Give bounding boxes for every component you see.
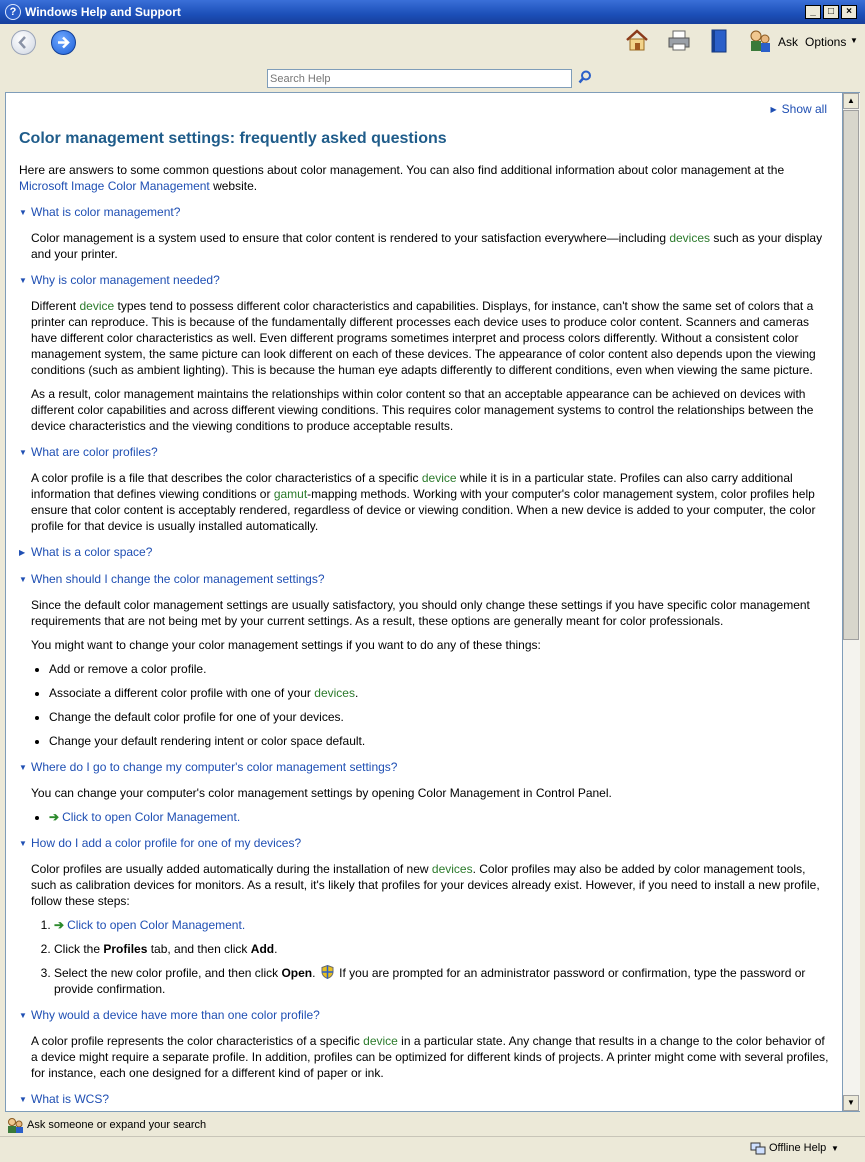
vertical-scrollbar[interactable]: [843, 92, 860, 1112]
browse-help-icon[interactable]: [708, 28, 730, 54]
glossary-term[interactable]: device: [79, 299, 115, 313]
section-when-change-settings[interactable]: ▼ When should I change the color management settings?: [19, 572, 325, 586]
steps-list: [31, 917, 830, 997]
help-content: [5, 92, 843, 1112]
scroll-down-button[interactable]: ▼: [843, 1095, 859, 1111]
list-item: [49, 809, 830, 825]
list-item: [54, 917, 830, 933]
glossary-term[interactable]: device: [363, 1034, 398, 1048]
glossary-term[interactable]: devices: [431, 862, 473, 876]
section-paragraph: Color management is a system used to ensure that color content is rendered to your satisfaction everywhere—including devices such as your display and your printer.: [31, 231, 823, 261]
scroll-up-button[interactable]: ▲: [843, 93, 859, 109]
toolbar: [0, 24, 865, 92]
expand-triangle-icon: ▼: [19, 1095, 27, 1104]
section-paragraph: Since the default color management settings are usually satisfactory, you should only change these settings if you have specific color management requirements that are not being met by your current settings. As a result, these options are generally meant for color professionals.: [31, 598, 810, 628]
glossary-term[interactable]: device: [421, 471, 457, 485]
arrow-right-icon: ➔: [49, 810, 60, 824]
section-paragraph: A color profile is a file that describes the color characteristics of a specific device while it is in a particular state. Profiles can also carry additional information that defines viewing conditions or gamut-mapping methods. Working with your computer's color management system, color profiles help ensure that color content is acceptably rendered, regardless of device or viewing condition. When a new device is added to your computer, the color profile for that device is usually installed automatically.: [31, 471, 816, 533]
glossary-term[interactable]: gamut: [273, 487, 308, 501]
bullet-list: [31, 661, 830, 749]
section-paragraph: Different device types tend to possess different color characteristics and capabilities. Displays, for instance, can't show the same set of colors that a printer can reproduce. This is because of the fundamentally different processes each device uses to produce color content. Scanners and cameras have different color characteristics as well. Even different programs sometimes interpret and process colors differently. Without a consistent color management system, the same picture can look different on each of these devices. The appearance of color content also depends upon the viewing conditions (such as ambient lighting). This is because the human eye adapts differently to different conditions, even when viewing the same picture.: [31, 299, 816, 377]
search-input[interactable]: [267, 69, 572, 88]
expand-triangle-icon: ▼: [19, 839, 27, 848]
list-item: • Add or remove a color profile.: [49, 661, 830, 677]
section-paragraph: You can change your computer's color management settings by opening Color Management in Control Panel.: [31, 786, 612, 800]
window-title: Windows Help and Support: [25, 5, 181, 19]
list-item: 2. Click the Profiles tab, and then click Add.: [54, 941, 830, 957]
expand-triangle-icon: ▼: [19, 276, 27, 285]
section-multiple-profiles[interactable]: ▼ Why would a device have more than one color profile?: [19, 1008, 320, 1022]
forward-button[interactable]: [51, 30, 76, 55]
list-item: • Change the default color profile for one of your devices.: [49, 709, 830, 725]
collapse-triangle-icon: ▶: [19, 548, 26, 557]
expand-triangle-icon: ▼: [19, 575, 27, 584]
offline-help-button[interactable]: Offline Help: [769, 1142, 827, 1154]
ask-button[interactable]: Ask: [778, 35, 799, 49]
offline-help-icon: [750, 1142, 766, 1156]
close-button[interactable]: ×: [841, 5, 857, 19]
section-paragraph: You might want to change your color management settings if you want to do any of these things:: [31, 638, 541, 652]
expand-triangle-icon: ▼: [19, 448, 27, 457]
window-controls: [805, 5, 857, 19]
ask-icon[interactable]: [6, 1117, 24, 1133]
list-item: 3. Select the new color profile, and then click Open. If you are prompted for an administrator password or confirmation, type the password or provide confirmation.: [54, 965, 830, 997]
section-color-space[interactable]: ▶ What is a color space?: [19, 545, 153, 559]
list-item: • Change your default rendering intent or color space default.: [49, 733, 830, 749]
section-why-needed[interactable]: ▼ Why is color management needed?: [19, 273, 220, 287]
section-color-profiles[interactable]: ▼ What are color profiles?: [19, 445, 158, 459]
home-icon[interactable]: [624, 28, 650, 52]
shield-icon: [321, 965, 334, 979]
search-icon[interactable]: [578, 70, 592, 84]
expand-triangle-icon: ▼: [19, 763, 27, 772]
scroll-thumb[interactable]: [843, 110, 859, 640]
glossary-term[interactable]: devices: [669, 231, 711, 245]
title-bar: [0, 0, 865, 24]
intro-paragraph: Here are answers to some common questions about color management. You can also find additional information about color management at the Microsoft Image Color Management website.: [19, 163, 785, 193]
help-icon: ?: [5, 4, 21, 20]
ask-bar: [0, 1114, 865, 1136]
status-bar: [0, 1136, 865, 1162]
bullet-list: [31, 809, 830, 825]
chevron-down-icon[interactable]: ▼: [831, 1144, 839, 1153]
forward-arrow-icon: [56, 35, 71, 50]
chevron-down-icon[interactable]: ▼: [850, 36, 858, 45]
show-all-link[interactable]: ▶ Show all: [770, 102, 827, 116]
back-button[interactable]: [11, 30, 36, 55]
back-arrow-icon: [16, 35, 31, 50]
maximize-button[interactable]: □: [823, 5, 839, 19]
section-paragraph: A color profile represents the color characteristics of a specific device in a particular state. Any change that results in a change to the color behavior of a device might require a separate profile. In addition, profiles can be optimized for different kinds of projects. A printer might come with several profiles, for instance, each one designed for a different kind of paper or ink.: [31, 1034, 829, 1080]
expand-triangle-icon: ▼: [19, 208, 27, 217]
list-item: • Associate a different color profile with one of your devices.: [49, 685, 830, 701]
section-what-is-wcs[interactable]: ▼ What is WCS?: [19, 1092, 110, 1106]
glossary-term[interactable]: devices: [314, 686, 355, 700]
open-color-management-link[interactable]: Click to open Color Management.: [62, 810, 241, 824]
section-add-color-profile[interactable]: ▼ How do I add a color profile for one of my devices?: [19, 836, 302, 850]
page-title: Color management settings: frequently asked questions: [19, 130, 447, 147]
expand-triangle-icon: ▼: [19, 1011, 27, 1020]
minimize-button[interactable]: _: [805, 5, 821, 19]
print-icon[interactable]: [666, 28, 692, 52]
image-color-management-link[interactable]: Microsoft Image Color Management: [19, 179, 210, 193]
arrow-right-icon: ➔: [54, 918, 65, 932]
section-paragraph: As a result, color management maintains the relationships within color content so that an acceptable appearance can be achieved on devices with different color capabilities and across different viewing conditions. This requires color management systems to control the relationships between the device characteristics and the viewing conditions to produce acceptable results.: [31, 387, 814, 433]
open-color-management-link[interactable]: Click to open Color Management.: [67, 918, 246, 932]
section-what-is-color-management[interactable]: ▼ What is color management?: [19, 205, 181, 219]
options-button[interactable]: Options: [805, 35, 847, 49]
ask-someone-link[interactable]: Ask someone or expand your search: [27, 1119, 207, 1131]
ask-icon[interactable]: [748, 28, 772, 54]
section-where-change-settings[interactable]: ▼ Where do I go to change my computer's color management settings?: [19, 760, 398, 774]
section-paragraph: Color profiles are usually added automatically during the installation of new devices. Color profiles may also be added by color management tools, such as calibration devices for monitors. As a result, it's likely that profiles for your devices already exist. However, if you need to install a new profile, follow these steps:: [31, 862, 820, 908]
